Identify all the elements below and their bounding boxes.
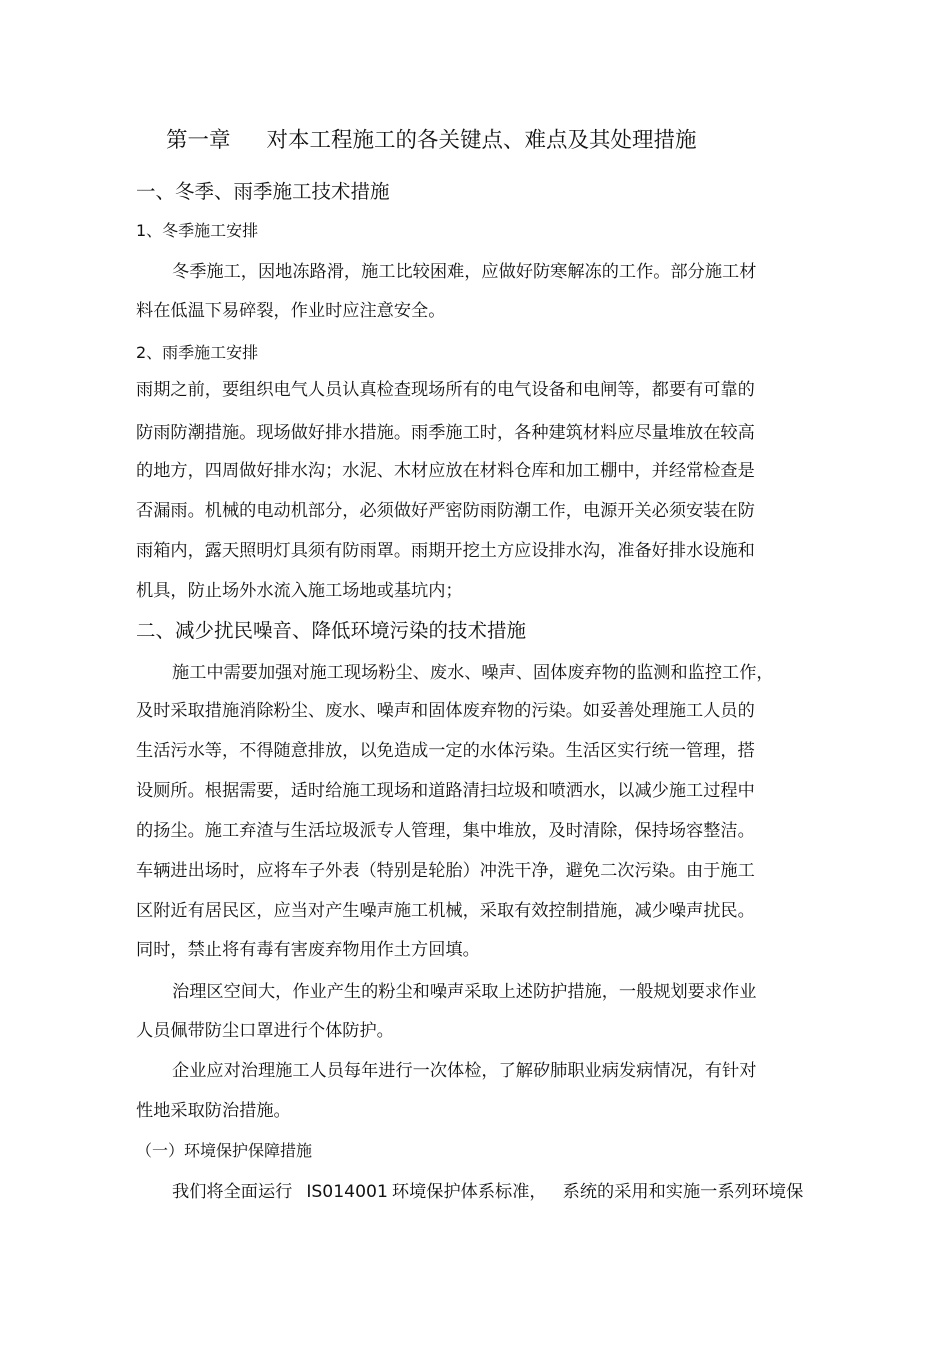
paragraph-line: 的地方，四周做好排水沟；水泥、木材应放在材料仓库和加工棚中，并经常检查是 [136, 461, 755, 481]
paragraph-line: 及时采取措施消除粉尘、废水、噪声和固体废弃物的污染。如妥善处理施工人员的 [136, 701, 755, 721]
chapter-title [166, 126, 697, 156]
paragraph-line: 设厕所。根据需要，适时给施工现场和道路清扫垃圾和喷洒水，以减少施工过程中 [136, 781, 755, 801]
paragraph-line: 冬季施工，因地冻路滑，施工比较困难，应做好防寒解冻的工作。部分施工材 [172, 262, 757, 282]
section1-sub1-heading: 1、冬季施工安排 [136, 221, 259, 240]
section1-sub2-heading: 2、雨季施工安排 [136, 343, 259, 362]
chapter-title-text: 对本工程施工的各关键点、难点及其处理措施 [266, 128, 697, 153]
section2-sub1-heading: （一）环境保护保障措施 [136, 1141, 313, 1160]
paragraph-line: 车辆进出场时，应将车子外表（特别是轮胎）冲洗干净，避免二次污染。由于施工 [136, 861, 755, 881]
text-run: 系统的采用和实施一系列环境保 [562, 1182, 804, 1202]
paragraph-line: 企业应对治理施工人员每年进行一次体检，了解矽肺职业病发病情况，有针对 [172, 1061, 757, 1081]
paragraph-line: 同时，禁止将有毒有害废弃物用作土方回填。 [136, 940, 480, 960]
paragraph-line: 施工中需要加强对施工现场粉尘、废水、噪声、固体废弃物的监测和监控工作， [172, 663, 774, 683]
paragraph-line: 生活污水等，不得随意排放，以免造成一定的水体污染。生活区实行统一管理，搭 [136, 741, 755, 761]
paragraph-line: 防雨防潮措施。现场做好排水措施。雨季施工时，各种建筑材料应尽量堆放在较高 [136, 423, 755, 443]
standard-code: IS014001 [306, 1182, 388, 1202]
paragraph-line: 雨箱内，露天照明灯具须有防雨罩。雨期开挖土方应设排水沟，准备好排水设施和 [136, 541, 755, 561]
paragraph-line [172, 1180, 803, 1204]
paragraph-line: 机具，防止场外水流入施工场地或基坑内； [136, 581, 463, 601]
paragraph-line: 治理区空间大，作业产生的粉尘和噪声采取上述防护措施，一般规划要求作业 [172, 982, 757, 1002]
paragraph-line: 的扬尘。施工弃渣与生活垃圾派专人管理，集中堆放，及时清除，保持场容整洁。 [136, 821, 755, 841]
text-run: 我们将全面运行 [172, 1182, 293, 1202]
paragraph-line: 雨期之前，要组织电气人员认真检查现场所有的电气设备和电闸等，都要有可靠的 [136, 380, 755, 400]
paragraph-line: 人员佩带防尘口罩进行个体防护。 [136, 1021, 394, 1041]
text-run: 环境保护体系标准， [391, 1182, 547, 1202]
section1-heading: 一、冬季、雨季施工技术措施 [136, 180, 390, 203]
paragraph-line: 否漏雨。机械的电动机部分，必须做好严密防雨防潮工作，电源开关必须安装在防 [136, 501, 755, 521]
paragraph-line: 性地采取防治措施。 [136, 1101, 291, 1121]
section2-heading: 二、减少扰民噪音、降低环境污染的技术措施 [136, 619, 527, 642]
paragraph-line: 区附近有居民区，应当对产生噪声施工机械，采取有效控制措施，减少噪声扰民。 [136, 901, 755, 921]
paragraph-line: 料在低温下易碎裂，作业时应注意安全。 [136, 301, 446, 321]
chapter-number: 第一章 [166, 128, 231, 153]
